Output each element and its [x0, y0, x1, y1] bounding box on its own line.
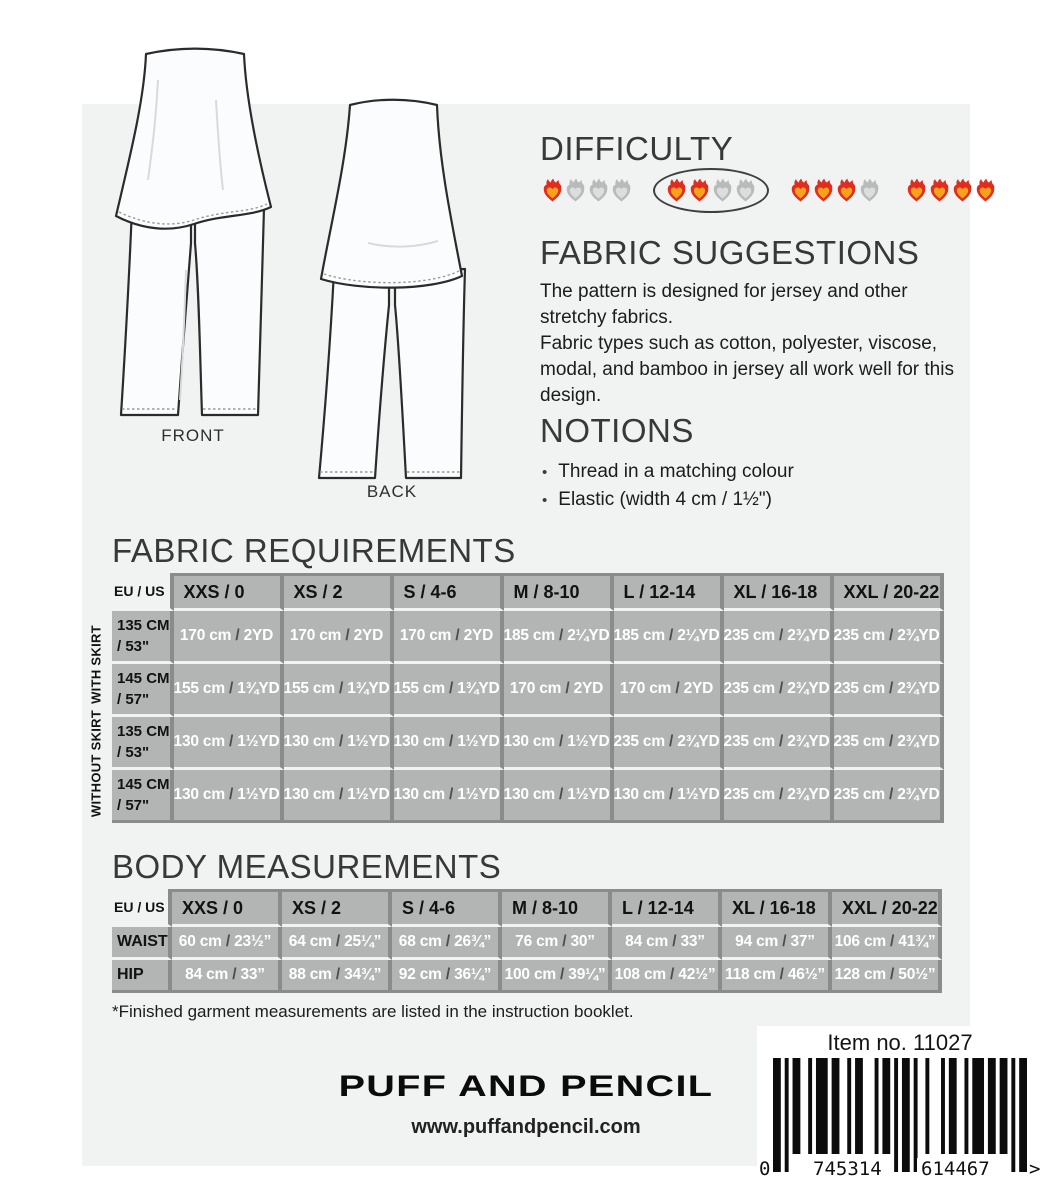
fabric-cell-1-6: 235 cm / 2¾YD — [724, 611, 834, 664]
notions-item: • Elastic (width 4 cm / 1½") — [542, 486, 794, 514]
fabric-cell-2-7: 235 cm / 2¾YD — [834, 664, 944, 717]
difficulty-level-3 — [790, 178, 880, 203]
flame-icon-inactive — [735, 178, 756, 203]
fabric-row-3 — [112, 717, 944, 770]
flame-icon-inactive — [588, 178, 609, 203]
fabric-cell-3-6: 235 cm / 2¾YD — [724, 717, 834, 770]
difficulty-title: DIFFICULTY — [540, 130, 734, 167]
fabric-row-4 — [112, 770, 944, 823]
with-skirt-group-label: WITH SKIRT — [88, 625, 104, 704]
flame-icon — [975, 178, 996, 203]
fabric-cell-4-3: 130 cm / 1½YD — [394, 770, 504, 823]
without-skirt-group-label: WITHOUT SKIRT — [88, 709, 104, 818]
fabric-cell-1-2: 170 cm / 2YD — [284, 611, 394, 664]
fabric-row-1 — [112, 611, 944, 664]
body-cell-2-5: 108 cm / 42½” — [612, 960, 722, 993]
fabric-cell-3-4: 130 cm / 1½YD — [504, 717, 614, 770]
body-cell-2-1: 84 cm / 33” — [172, 960, 282, 993]
fabric-cell-3-7: 235 cm / 2¾YD — [834, 717, 944, 770]
fabric-cell-4-6: 235 cm / 2¾YD — [724, 770, 834, 823]
flame-icon — [666, 178, 687, 203]
body-row-label-2: HIP — [112, 960, 172, 993]
fabric-row-label-2: 145 CM / 57" — [112, 664, 174, 717]
brand-website: www.puffandpencil.com — [411, 1116, 641, 1138]
fabric-cell-1-4: 185 cm / 2¼YD — [504, 611, 614, 664]
body-measurements-table — [112, 889, 942, 993]
fabric-cell-2-5: 170 cm / 2YD — [614, 664, 724, 717]
body-row-2 — [112, 960, 942, 993]
body-size-header-6: XL / 16-18 — [722, 889, 832, 927]
fabric-size-header-2: XS / 2 — [284, 573, 394, 611]
garment-back-drawing — [298, 93, 486, 489]
body-row-label-1: WAIST — [112, 927, 172, 960]
body-corner-label: EU / US — [112, 889, 172, 927]
fabric-row-label-1: 135 CM / 53" — [112, 611, 174, 664]
fabric-size-header-3: S / 4-6 — [394, 573, 504, 611]
body-cell-2-4: 100 cm / 39¼” — [502, 960, 612, 993]
fabric-cell-1-3: 170 cm / 2YD — [394, 611, 504, 664]
flame-icon-inactive — [859, 178, 880, 203]
fabric-cell-4-1: 130 cm / 1½YD — [174, 770, 284, 823]
body-size-header-7: XXL / 20-22 — [832, 889, 942, 927]
fabric-cell-4-5: 130 cm / 1½YD — [614, 770, 724, 823]
body-cell-1-5: 84 cm / 33” — [612, 927, 722, 960]
body-size-header-2: XS / 2 — [282, 889, 392, 927]
back-view-label: BACK — [366, 482, 418, 501]
difficulty-level-4 — [906, 178, 996, 203]
fabric-cell-2-1: 155 cm / 1¾YD — [174, 664, 284, 717]
fabric-requirements-table — [112, 573, 944, 823]
flame-icon-inactive — [611, 178, 632, 203]
brand-block — [82, 1070, 970, 1104]
fabric-row-label-3: 135 CM / 53" — [112, 717, 174, 770]
flame-icon — [836, 178, 857, 203]
fabric-cell-3-5: 235 cm / 2¾YD — [614, 717, 724, 770]
body-cell-2-3: 92 cm / 36¼” — [392, 960, 502, 993]
body-cell-2-7: 128 cm / 50½” — [832, 960, 942, 993]
notions-item: • Thread in a matching colour — [542, 458, 794, 486]
fabric-corner-label: EU / US — [112, 573, 174, 611]
body-size-header-5: L / 12-14 — [612, 889, 722, 927]
fabric-cell-1-7: 235 cm / 2¾YD — [834, 611, 944, 664]
fabric-cell-4-4: 130 cm / 1½YD — [504, 770, 614, 823]
fabric-cell-2-6: 235 cm / 2¾YD — [724, 664, 834, 717]
fabric-size-header-5: L / 12-14 — [614, 573, 724, 611]
body-cell-1-4: 76 cm / 30” — [502, 927, 612, 960]
barcode-digits-group2: 614467 — [917, 1158, 994, 1180]
body-cell-2-6: 118 cm / 46½” — [722, 960, 832, 993]
body-cell-1-7: 106 cm / 41¾” — [832, 927, 942, 960]
fabric-suggestions-text — [540, 279, 964, 409]
body-cell-1-3: 68 cm / 26¾” — [392, 927, 502, 960]
flame-icon — [952, 178, 973, 203]
body-size-header-1: XXS / 0 — [172, 889, 282, 927]
fabric-cell-3-2: 130 cm / 1½YD — [284, 717, 394, 770]
barcode-box — [757, 1026, 1043, 1200]
garment-front-drawing — [98, 40, 290, 432]
fabric-cell-4-2: 130 cm / 1½YD — [284, 770, 394, 823]
fabric-suggestions-title: FABRIC SUGGESTIONS — [540, 234, 920, 271]
barcode-suffix: > — [1029, 1158, 1041, 1180]
barcode-digits-group1: 745314 — [809, 1158, 886, 1180]
body-row-1 — [112, 927, 942, 960]
flame-icon-inactive — [565, 178, 586, 203]
fabric-requirements-table-wrap — [88, 573, 944, 823]
bullet-icon: • — [542, 492, 548, 509]
fabric-size-header-6: XL / 16-18 — [724, 573, 834, 611]
fabric-cell-2-4: 170 cm / 2YD — [504, 664, 614, 717]
difficulty-level-1 — [542, 178, 632, 203]
fabric-requirements-title: FABRIC REQUIREMENTS — [112, 532, 516, 569]
fabric-row-label-4: 145 CM / 57" — [112, 770, 174, 823]
flame-icon — [906, 178, 927, 203]
body-size-header-4: M / 8-10 — [502, 889, 612, 927]
body-cell-1-6: 94 cm / 37” — [722, 927, 832, 960]
fabric-suggestions-paragraph-2: Fabric types such as cotton, polyester, viscose, modal, and bamboo in jersey all work well for this design. — [540, 333, 954, 406]
fabric-cell-2-2: 155 cm / 1¾YD — [284, 664, 394, 717]
flame-icon — [790, 178, 811, 203]
fabric-size-header-4: M / 8-10 — [504, 573, 614, 611]
fabric-suggestions-paragraph-1: The pattern is designed for jersey and other stretchy fabrics. — [540, 281, 908, 328]
flame-icon — [813, 178, 834, 203]
body-measurements-title: BODY MEASUREMENTS — [112, 848, 502, 885]
body-cell-1-2: 64 cm / 25¼” — [282, 927, 392, 960]
fabric-cell-1-1: 170 cm / 2YD — [174, 611, 284, 664]
fabric-size-header-7: XXL / 20-22 — [834, 573, 944, 611]
fabric-cell-3-3: 130 cm / 1½YD — [394, 717, 504, 770]
flame-icon — [929, 178, 950, 203]
fabric-cell-4-7: 235 cm / 2¾YD — [834, 770, 944, 823]
barcode-digit-left: 0 — [759, 1158, 771, 1180]
body-size-header-3: S / 4-6 — [392, 889, 502, 927]
front-view-label: FRONT — [161, 426, 225, 445]
fabric-size-header-1: XXS / 0 — [174, 573, 284, 611]
difficulty-flames — [542, 178, 996, 203]
fabric-row-2 — [112, 664, 944, 717]
body-cell-1-1: 60 cm / 23½” — [172, 927, 282, 960]
footnote: *Finished garment measurements are listed in the instruction booklet. — [112, 1002, 634, 1021]
body-measurements-table-wrap — [112, 889, 942, 993]
brand-name: PUFF AND PENCIL — [338, 1070, 714, 1103]
fabric-cell-1-5: 185 cm / 2¼YD — [614, 611, 724, 664]
body-cell-2-2: 88 cm / 34¾” — [282, 960, 392, 993]
item-number: Item no. 11027 — [827, 1030, 973, 1055]
bullet-icon: • — [542, 464, 548, 481]
flame-icon-inactive — [712, 178, 733, 203]
notions-title: NOTIONS — [540, 412, 694, 449]
notions-list — [542, 458, 794, 514]
flame-icon — [689, 178, 710, 203]
difficulty-level-2-selected — [653, 168, 769, 213]
fabric-cell-2-3: 155 cm / 1¾YD — [394, 664, 504, 717]
fabric-cell-3-1: 130 cm / 1½YD — [174, 717, 284, 770]
flame-icon — [542, 178, 563, 203]
